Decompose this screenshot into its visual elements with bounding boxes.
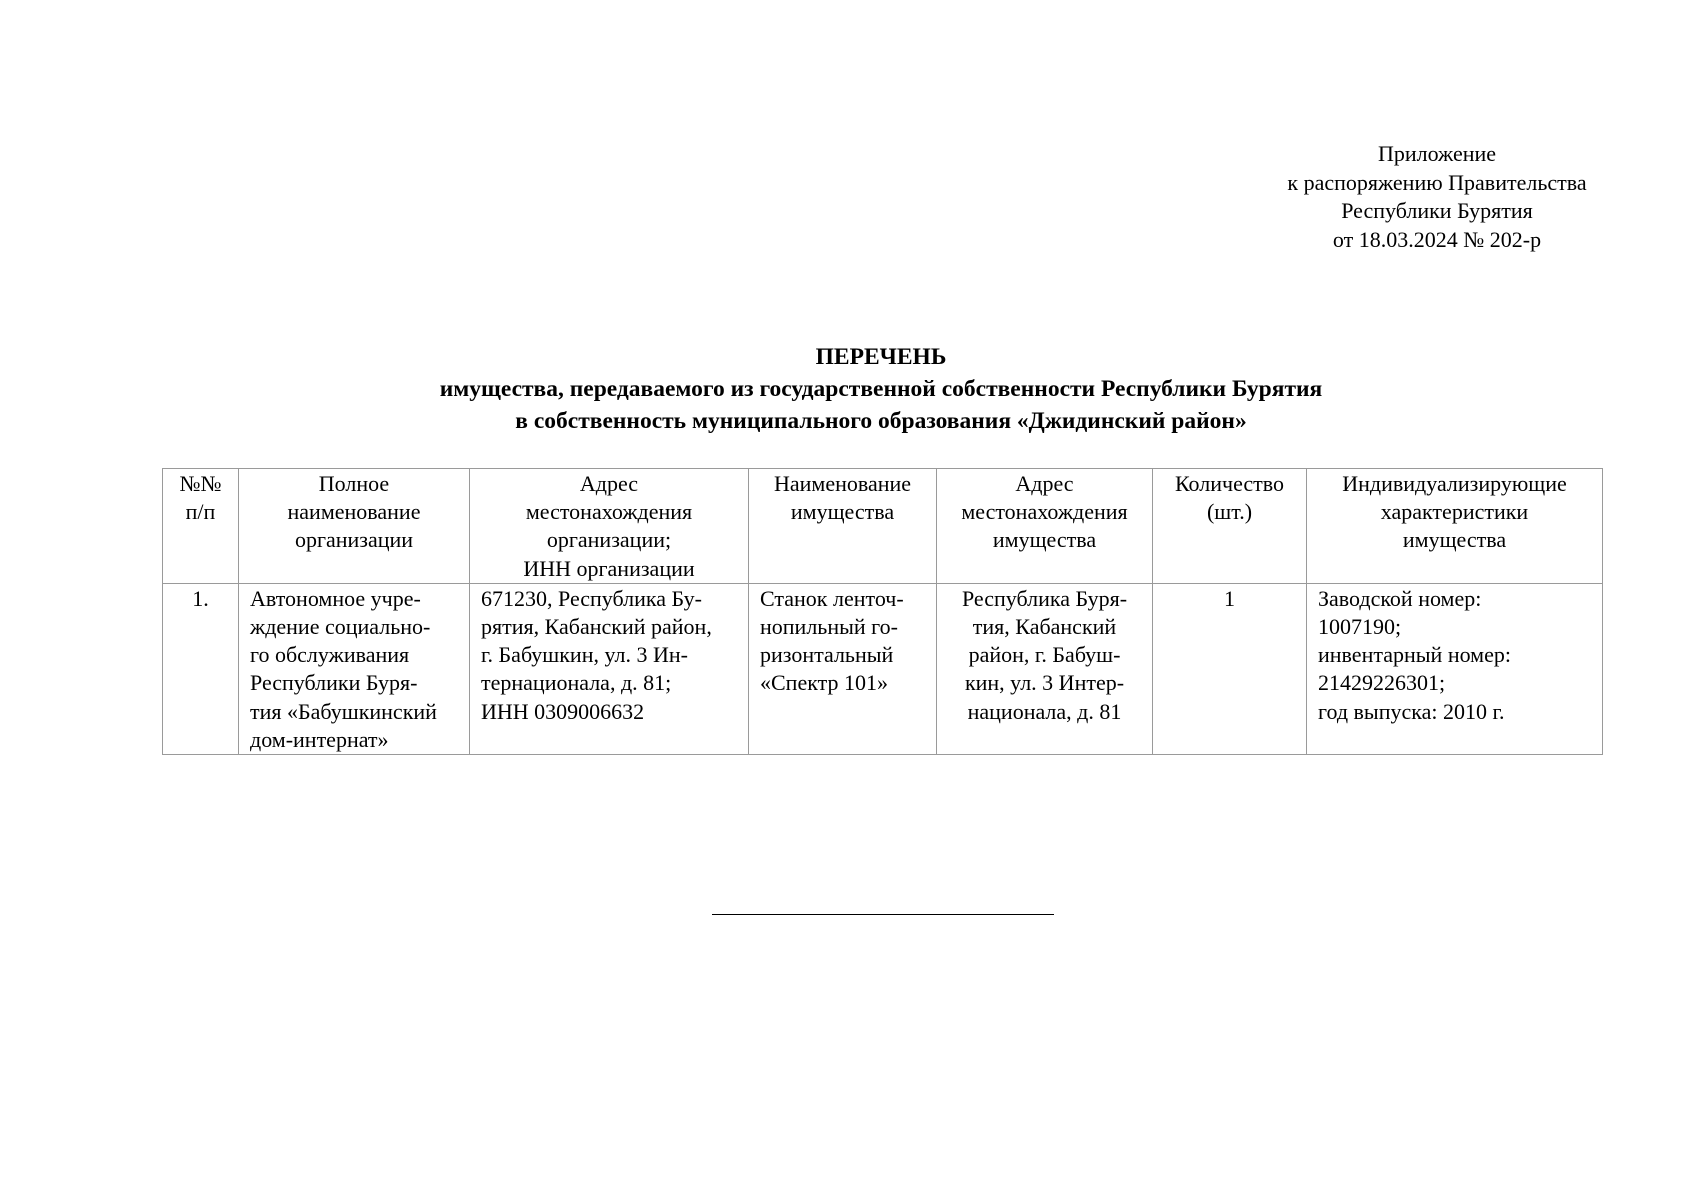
title-line-3: в собственность муниципального образования «Джидинский район» [515, 408, 1247, 434]
header-organization-name: Полное наименование организации [239, 469, 470, 584]
cell-property-address: Республика Буря- тия, Кабанский район, г. Бабуш- кин, ул. 3 Интер- национала, д. 81 [937, 583, 1153, 754]
closing-rule [712, 914, 1054, 915]
appendix-date-number: от 18.03.2024 № 202-р [1332, 226, 1542, 252]
header-property-address: Адрес местонахождения имущества [937, 469, 1153, 584]
table-header-row [163, 469, 1603, 584]
cell-characteristics: Заводской номер: 1007190; инвентарный номер: 21429226301; год выпуска: 2010 г. [1307, 583, 1603, 754]
title-line-2: имущества, передаваемого из государственной собственности Республики Бурятия [439, 376, 1323, 402]
cell-number: 1. [163, 583, 239, 754]
appendix-republic: Республики Бурятия [1341, 198, 1533, 223]
header-property-name: Наименование имущества [749, 469, 937, 584]
appendix-block [1232, 140, 1642, 254]
cell-organization-address: 671230, Республика Бу- рятия, Кабанский район, г. Бабушкин, ул. 3 Ин- тернационала, д. 81; ИНН 0309006632 [470, 583, 749, 754]
header-organization-address: Адрес местонахождения организации; ИНН организации [470, 469, 749, 584]
table-row [163, 583, 1603, 754]
appendix-order-ref: к распоряжению Правительства [1287, 169, 1587, 195]
header-number: №№ п/п [163, 469, 239, 584]
cell-organization-name: Автономное учре- ждение социально- го обслуживания Республики Буря- тия «Бабушкинский дом-интернат» [239, 583, 470, 754]
title-heading: ПЕРЕЧЕНЬ [815, 344, 947, 370]
document-title [162, 341, 1600, 437]
appendix-label: Приложение [1377, 141, 1497, 166]
header-characteristics: Индивидуализирующие характеристики имущества [1307, 469, 1603, 584]
cell-quantity: 1 [1153, 583, 1307, 754]
cell-property-name: Станок ленточ- нопильный го- ризонтальный «Спектр 101» [749, 583, 937, 754]
header-quantity: Количество (шт.) [1153, 469, 1307, 584]
property-table [162, 468, 1603, 755]
